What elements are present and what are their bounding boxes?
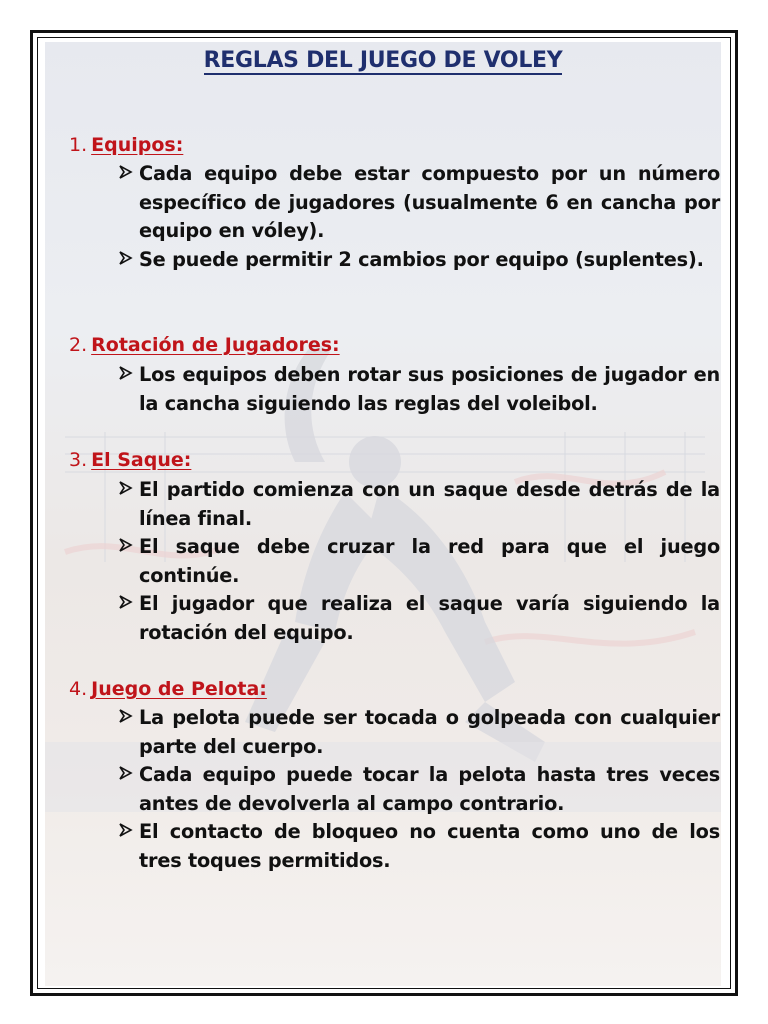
arrowhead-bullet-icon	[117, 162, 135, 182]
arrowhead-bullet-icon	[117, 248, 135, 268]
document-title	[45, 48, 721, 73]
bullet-text: El partido comienza con un saque desde detrás de la línea final.	[139, 478, 720, 530]
section-heading	[69, 331, 340, 359]
section-title: Equipos:	[91, 134, 184, 156]
bullet-text: Se puede permitir 2 cambios por equipo (suplentes).	[139, 248, 704, 271]
bullet-text: Cada equipo puede tocar la pelota hasta tres veces antes de devolverla al campo contrario.	[139, 763, 720, 815]
bullet-text: El saque debe cruzar la red para que el juego continúe.	[139, 535, 720, 587]
section-title: El Saque:	[91, 449, 192, 471]
bullet-text: Cada equipo debe estar compuesto por un número específico de jugadores (usualmente 6 en cancha por equipo en vóley).	[139, 162, 720, 242]
bullet-text: El contacto de bloqueo no cuenta como uno de los tres toques permitidos.	[139, 820, 720, 872]
arrowhead-bullet-icon	[117, 535, 135, 555]
bullet-text: Los equipos deben rotar sus posiciones de jugador en la cancha siguiendo las reglas del voleibol.	[139, 363, 720, 415]
bullet-text: El jugador que realiza el saque varía siguiendo la rotación del equipo.	[139, 592, 720, 644]
arrowhead-bullet-icon	[117, 820, 135, 840]
section-title: Rotación de Jugadores:	[91, 334, 340, 356]
bullet-text: La pelota puede ser tocada o golpeada con cualquier parte del cuerpo.	[139, 706, 720, 758]
document-title-text: REGLAS DEL JUEGO DE VOLEY	[203, 48, 563, 73]
section-number: 1.	[69, 134, 88, 156]
section-heading	[69, 446, 191, 474]
section-number: 4.	[69, 678, 88, 700]
arrowhead-bullet-icon	[117, 706, 135, 726]
document-content	[45, 42, 721, 986]
arrowhead-bullet-icon	[117, 592, 135, 612]
section-number: 3.	[69, 449, 88, 471]
section-heading	[69, 131, 183, 159]
arrowhead-bullet-icon	[117, 363, 135, 383]
section-heading	[69, 675, 267, 703]
section-title: Juego de Pelota:	[91, 678, 267, 700]
arrowhead-bullet-icon	[117, 478, 135, 498]
section-number: 2.	[69, 334, 88, 356]
arrowhead-bullet-icon	[117, 763, 135, 783]
